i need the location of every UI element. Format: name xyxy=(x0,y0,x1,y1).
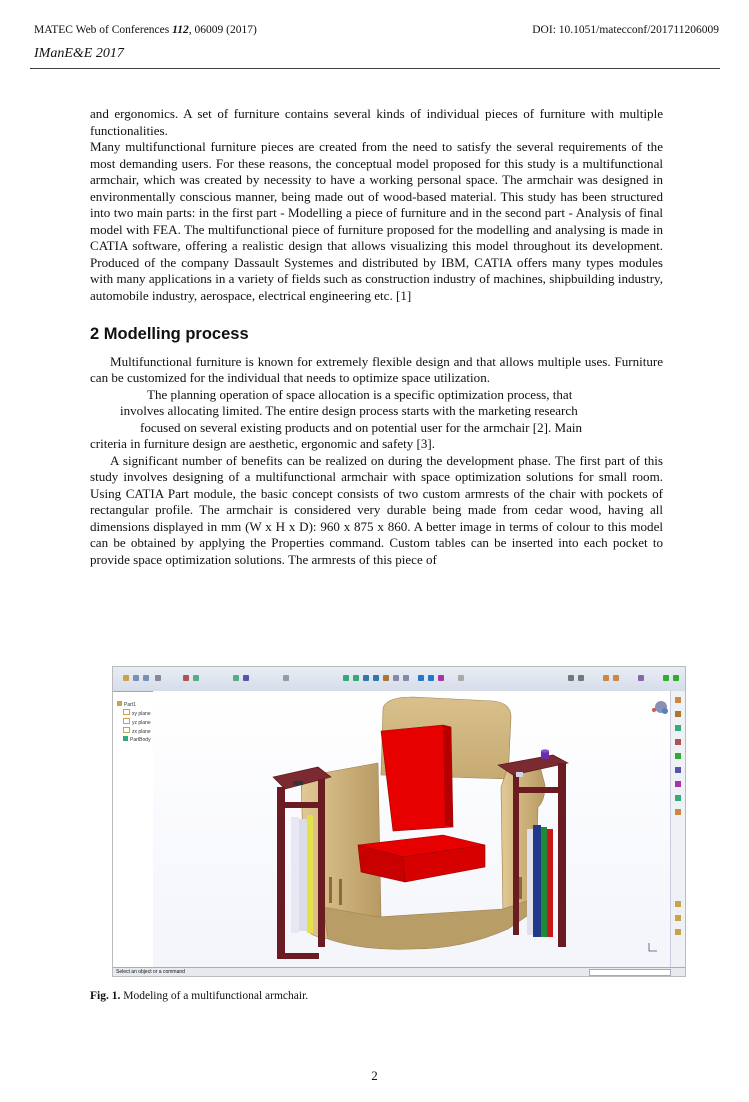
tool-icon[interactable] xyxy=(675,739,681,745)
status-text: Select an object or a command xyxy=(116,969,185,975)
tool-icon[interactable] xyxy=(675,795,681,801)
side-panel-left-post xyxy=(277,787,285,959)
remote xyxy=(293,781,303,785)
armchair-model xyxy=(113,667,685,976)
paragraph-line: involves allocating limited. The entire design process starts with the marketing research xyxy=(120,403,578,418)
command-input[interactable] xyxy=(589,969,671,976)
cup-top xyxy=(541,749,549,752)
slot xyxy=(339,879,342,905)
seat-back-red xyxy=(381,725,453,831)
tool-icon[interactable] xyxy=(675,781,681,787)
slot xyxy=(519,877,522,899)
right-toolbar xyxy=(670,691,685,968)
tool-icon[interactable] xyxy=(675,711,681,717)
page-number: 2 xyxy=(371,1068,378,1083)
tool-icon[interactable] xyxy=(675,809,681,815)
book xyxy=(299,819,307,931)
tool-icon[interactable] xyxy=(675,753,681,759)
tool-icon[interactable] xyxy=(675,915,681,921)
paragraph: Many multifunctional furniture pieces are created from the need to satisfy the several requirements of the most demanding users. For these reasons, the conceptual model proposed for this study is a multifunctional armchair, which was created by necessity to have a working personal space. The armchair was designed in environmentally conscious manner, being made out of wood-based material. This study has been structured into two main parts: in the first part - Modelling a piece of furniture and in the second part - Analysis of final model with FEA. The multifunctional piece of furniture proposed for the modelling and analysing is made in CATIA software, offering a realistic design that allows visualizing this model throughout its development. Produced of the company Dassault Systemes and distributed by IBM, CATIA offers many types modules with many applications in a variety of fields such as construction industry of machines, shipbuilding industry, automobile industry, aerospace, electrical engineering etc. [1] xyxy=(90,139,663,303)
slot xyxy=(329,877,332,903)
tool-icon[interactable] xyxy=(675,767,681,773)
tool-icon[interactable] xyxy=(675,901,681,907)
book xyxy=(291,817,299,933)
paragraph: Multifunctional furniture is known for extremely flexible design and that allows multiple uses. Furniture can be customized for the individual that needs to optimize space utilization. xyxy=(90,353,663,385)
header-rule xyxy=(30,68,720,69)
tree-item[interactable]: zx plane xyxy=(117,727,151,736)
book xyxy=(541,827,547,937)
paragraph: and ergonomics. A set of furniture contains several kinds of individual pieces of furniture with multiple functionalities. xyxy=(90,106,663,138)
side-panel-left-shelf xyxy=(285,953,319,959)
side-panel-right-shelf xyxy=(519,787,559,793)
conference-name: IManE&E 2017 xyxy=(34,46,124,61)
section-heading: 2 Modelling process xyxy=(90,325,249,343)
box xyxy=(516,772,523,777)
figure-screenshot xyxy=(112,666,686,977)
status-bar xyxy=(113,967,685,976)
body-text xyxy=(90,106,663,568)
tree-item[interactable]: xy plane xyxy=(117,709,151,718)
book xyxy=(307,815,313,933)
paragraph-line: The planning operation of space allocation is a specific optimization process, that xyxy=(147,386,573,402)
tree-item[interactable]: Part1 xyxy=(117,701,151,709)
tool-icon[interactable] xyxy=(675,929,681,935)
tool-icon[interactable] xyxy=(675,725,681,731)
book xyxy=(547,829,553,937)
journal-citation: MATEC Web of Conferences 112, 06009 (2017) xyxy=(34,24,257,36)
tree-item[interactable]: PartBody xyxy=(117,736,151,744)
paragraph-line: focused on several existing products and on potential user for the armchair [2]. Main xyxy=(140,419,583,435)
figure-caption: Fig. 1. Modeling of a multifunctional armchair. xyxy=(90,990,309,1002)
book xyxy=(533,825,541,937)
tool-icon[interactable] xyxy=(675,697,681,703)
figure-label: Fig. 1. xyxy=(90,990,121,1002)
paragraph-line: criteria in furniture design are aesthetic, ergonomic and safety [3]. xyxy=(90,436,435,451)
side-panel-left-post xyxy=(318,779,325,947)
doi: DOI: 10.1051/matecconf/201711206009 xyxy=(532,24,719,36)
paragraph: A significant number of benefits can be realized on during the development phase. The first part of this study involves designing of a multifunctional armchair with space optimization solutions for small room. Using CATIA Part module, the basic concept consists of two custom armrests of the chair with pockets of rectangular profile. The armchair is considered very durable being made from cedar wood, having all dimensions displayed in mm (W x H x D): 960 x 875 x 860. A better image in terms of colour to this model can be obtained by applying the Properties command. Custom tables can be inserted into each pocket to provide space optimization solutions. The armrests of this piece of xyxy=(90,452,663,567)
book xyxy=(527,829,533,935)
side-panel-right-post xyxy=(513,775,519,935)
side-panel-left-shelf xyxy=(285,802,319,808)
side-panel-right-post xyxy=(558,763,566,947)
tree-item[interactable]: yz plane xyxy=(117,718,151,727)
